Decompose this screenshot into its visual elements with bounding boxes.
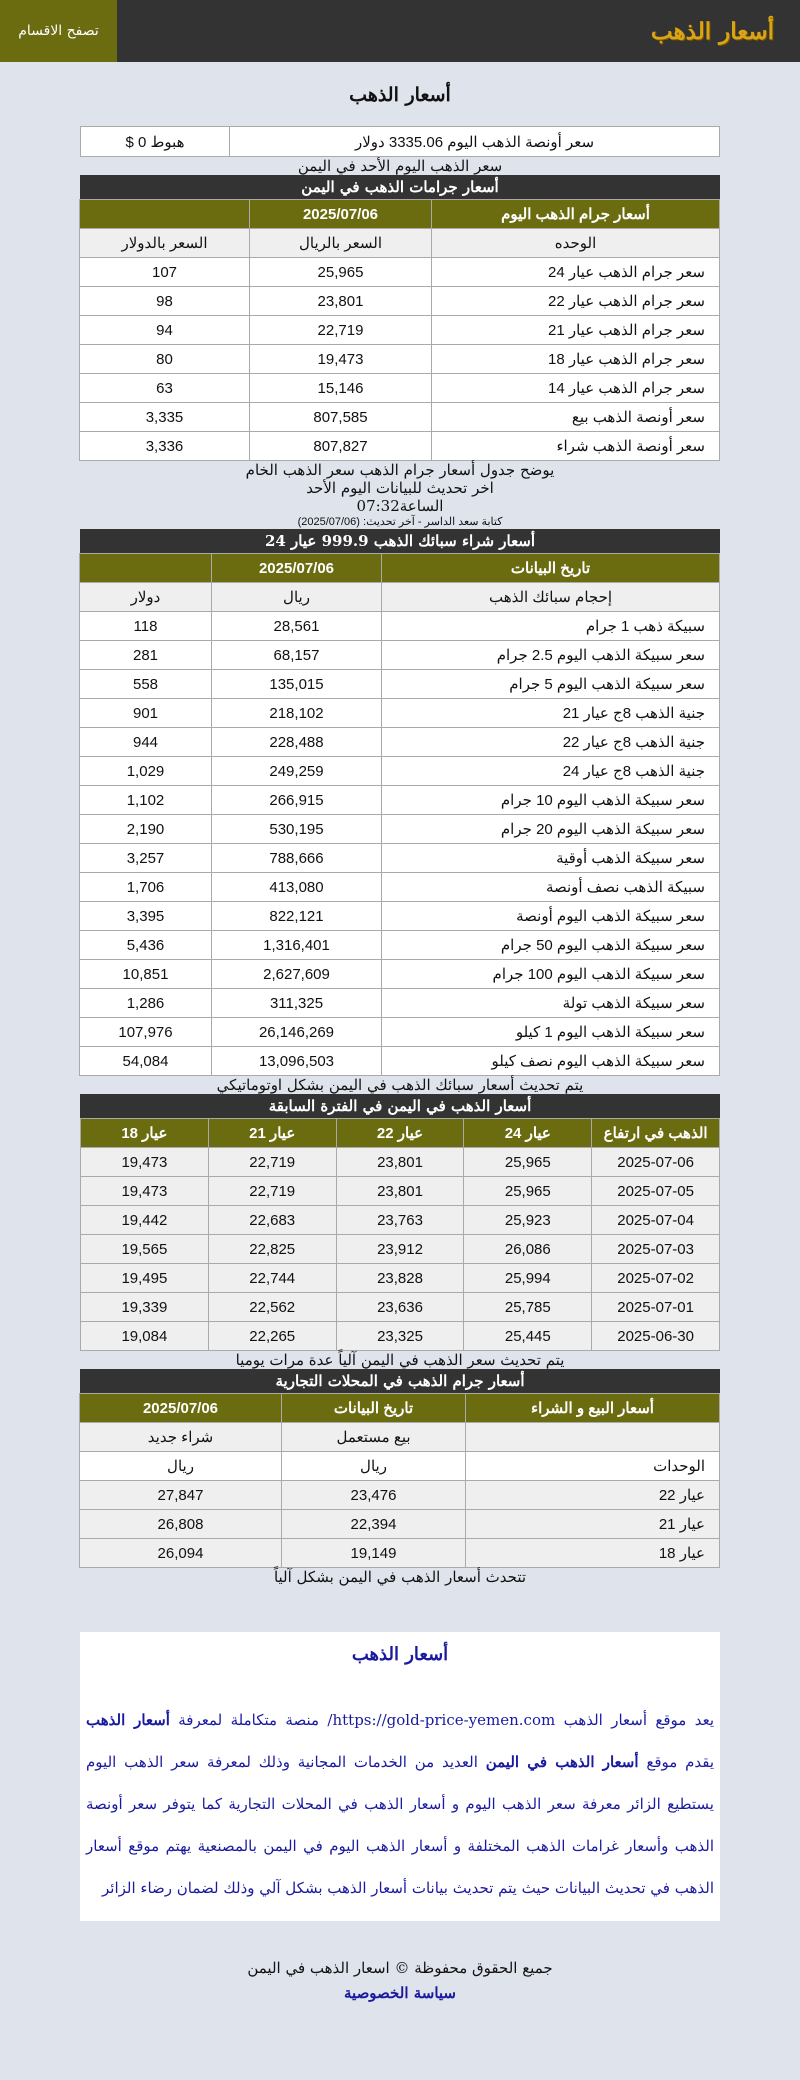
- history-row-cell: 22,562: [208, 1293, 336, 1322]
- grams-sub-rial: السعر بالريال: [250, 229, 432, 258]
- grams-head-label: أسعار جرام الذهب اليوم: [432, 200, 720, 229]
- privacy-policy-link[interactable]: سياسة الخصوصية: [344, 1984, 456, 2002]
- bars-row-cell: سعر سبيكة الذهب اليوم 20 جرام: [382, 815, 720, 844]
- site-header: [0, 0, 800, 62]
- bars-row-cell: 5,436: [80, 931, 212, 960]
- bars-row-cell: 944: [80, 728, 212, 757]
- history-row-cell: 23,828: [336, 1264, 464, 1293]
- bars-row-cell: 118: [80, 612, 212, 641]
- article-p2-c: العديد من الخدمات المجانية وذلك لمعرفة سعر الذهب اليوم يستطيع الزائر معرفة سعر الذهب اليوم و أسعار الذهب في المحلات التجارية كما يتوفر سعر أونصة الذهب وأسعار غرامات الذهب المختلفة و أسعار الذهب اليوم في اليمن بالمصنعية يهتم موقع أسعار الذهب في تحديث البيانات حيث يتم تحديث بيانات أسعار الذهب بشكل آلي وذلك لضمان رضاء الزائر: [86, 1753, 714, 1897]
- bars-row-cell: 54,084: [80, 1047, 212, 1076]
- bars-head-label: تاريخ البيانات: [382, 554, 720, 583]
- history-row-cell: 23,801: [336, 1177, 464, 1206]
- copyright-text: جميع الحقوق محفوظة © اسعار الذهب في اليمن: [247, 1959, 553, 1977]
- shops-head-data: تاريخ البيانات: [282, 1394, 466, 1423]
- page-title: أسعار الذهب: [349, 84, 451, 106]
- bars-row-cell: 28,561: [212, 612, 382, 641]
- bars-sub-item: إحجام سبائك الذهب: [382, 583, 720, 612]
- shops-row-cell: 23,476: [282, 1481, 466, 1510]
- grams-note-1: يوضح جدول أسعار جرام الذهب سعر الذهب الخام: [245, 461, 555, 479]
- bars-row-cell: 68,157: [212, 641, 382, 670]
- grams-row: [80, 258, 720, 287]
- grams-row: [80, 316, 720, 345]
- grams-note-3: الساعة07:32: [356, 497, 444, 515]
- article-p2-a: يقدم موقع: [638, 1753, 714, 1771]
- bars-row-cell: سعر سبيكة الذهب اليوم 1 كيلو: [382, 1018, 720, 1047]
- bars-sub-rial: ريال: [212, 583, 382, 612]
- bars-row-cell: جنية الذهب 8ج عيار 22: [382, 728, 720, 757]
- bars-row: [80, 1047, 720, 1076]
- bars-row-cell: 10,851: [80, 960, 212, 989]
- history-row-cell: 2025-07-01: [592, 1293, 720, 1322]
- history-row-cell: 19,084: [81, 1322, 209, 1351]
- bars-row-cell: 135,015: [212, 670, 382, 699]
- history-row-cell: 25,785: [464, 1293, 592, 1322]
- logo-text: أسعار الذهب: [650, 17, 774, 45]
- grams-row: [80, 403, 720, 432]
- bars-row-cell: سعر سبيكة الذهب اليوم أونصة: [382, 902, 720, 931]
- bars-row-cell: 1,102: [80, 786, 212, 815]
- grams-row-cell: سعر جرام الذهب عيار 21: [432, 316, 720, 345]
- bars-row-cell: سعر سبيكة الذهب تولة: [382, 989, 720, 1018]
- history-row: [81, 1235, 720, 1264]
- history-row-cell: 25,994: [464, 1264, 592, 1293]
- article-p1-a: يعد موقع أسعار الذهب https://gold-price-yemen.com/ منصة متكاملة لمعرفة: [169, 1711, 714, 1729]
- grams-row: [80, 432, 720, 461]
- history-row-cell: 23,325: [336, 1322, 464, 1351]
- history-row: [81, 1293, 720, 1322]
- grams-row-cell: 80: [80, 345, 250, 374]
- shops-row: [80, 1481, 720, 1510]
- history-row-cell: 2025-07-02: [592, 1264, 720, 1293]
- bars-row-cell: 1,316,401: [212, 931, 382, 960]
- ounce-change-text: هبوط 0 $: [81, 127, 230, 157]
- grams-row-cell: سعر جرام الذهب عيار 18: [432, 345, 720, 374]
- today-heading: سعر الذهب اليوم الأحد في اليمن: [297, 157, 503, 175]
- bars-row: [80, 670, 720, 699]
- history-row-cell: 25,965: [464, 1177, 592, 1206]
- grams-row-cell: سعر جرام الذهب عيار 14: [432, 374, 720, 403]
- shops-row-cell: 22,394: [282, 1510, 466, 1539]
- history-row-cell: 22,265: [208, 1322, 336, 1351]
- grams-row-cell: 25,965: [250, 258, 432, 287]
- grams-sub-unit: الوحده: [432, 229, 720, 258]
- bars-row-cell: 218,102: [212, 699, 382, 728]
- history-row-cell: 26,086: [464, 1235, 592, 1264]
- history-header-cell: عيار 21: [208, 1119, 336, 1148]
- history-row: [81, 1322, 720, 1351]
- about-article: [80, 1632, 720, 1921]
- bars-row: [80, 641, 720, 670]
- history-row-cell: 2025-07-04: [592, 1206, 720, 1235]
- grams-head-empty: [80, 200, 250, 229]
- bars-note: يتم تحديث أسعار سبائك الذهب في اليمن بشكل اوتوماتيكي: [216, 1076, 584, 1094]
- bars-row-cell: 107,976: [80, 1018, 212, 1047]
- bars-row-cell: سعر سبيكة الذهب اليوم نصف كيلو: [382, 1047, 720, 1076]
- grams-row: [80, 345, 720, 374]
- history-row-cell: 19,473: [81, 1148, 209, 1177]
- history-header-cell: عيار 22: [336, 1119, 464, 1148]
- shops-row: [80, 1510, 720, 1539]
- site-footer: [0, 1953, 800, 2003]
- bars-row-cell: سعر سبيكة الذهب اليوم 10 جرام: [382, 786, 720, 815]
- bars-row: [80, 612, 720, 641]
- shops-row-cell: عيار 18: [466, 1539, 720, 1568]
- grams-row-cell: 15,146: [250, 374, 432, 403]
- bars-row-cell: سعر سبيكة الذهب أوقية: [382, 844, 720, 873]
- bars-head-empty: [80, 554, 212, 583]
- history-note: يتم تحديث سعر الذهب في اليمن آلياً عدة مرات يوميا: [235, 1351, 565, 1369]
- shops-rial-1: ريال: [282, 1452, 466, 1481]
- bars-row: [80, 844, 720, 873]
- bars-row-cell: 266,915: [212, 786, 382, 815]
- history-row-cell: 23,636: [336, 1293, 464, 1322]
- bars-row: [80, 960, 720, 989]
- bars-table: [79, 553, 720, 1076]
- shops-row-cell: عيار 22: [466, 1481, 720, 1510]
- bars-row-cell: سبيكة الذهب نصف أونصة: [382, 873, 720, 902]
- history-row-cell: 19,473: [81, 1177, 209, 1206]
- bars-row-cell: سعر سبيكة الذهب اليوم 50 جرام: [382, 931, 720, 960]
- history-row-cell: 22,744: [208, 1264, 336, 1293]
- shops-note: تتحدث أسعار الذهب في اليمن بشكل آلياً: [273, 1568, 527, 1586]
- shops-row-cell: 19,149: [282, 1539, 466, 1568]
- grams-row: [80, 374, 720, 403]
- history-row-cell: 2025-07-03: [592, 1235, 720, 1264]
- shops-row-cell: 26,094: [80, 1539, 282, 1568]
- grams-head-date: 2025/07/06: [250, 200, 432, 229]
- grams-row-cell: 807,585: [250, 403, 432, 432]
- history-row-cell: 19,565: [81, 1235, 209, 1264]
- bars-row: [80, 1018, 720, 1047]
- history-header-cell: عيار 18: [81, 1119, 209, 1148]
- bars-row-cell: 311,325: [212, 989, 382, 1018]
- history-row-cell: 2025-07-06: [592, 1148, 720, 1177]
- bars-row: [80, 873, 720, 902]
- grams-row-cell: 23,801: [250, 287, 432, 316]
- bars-row-cell: 2,190: [80, 815, 212, 844]
- bars-sub-usd: دولار: [80, 583, 212, 612]
- history-table: [80, 1118, 720, 1351]
- shops-table: [79, 1393, 720, 1568]
- history-row-cell: 23,912: [336, 1235, 464, 1264]
- article-p1-link[interactable]: أسعار الذهب: [86, 1711, 170, 1729]
- shops-sub-buy: شراء جديد: [80, 1423, 282, 1452]
- bars-row-cell: 1,286: [80, 989, 212, 1018]
- history-row-cell: 22,719: [208, 1177, 336, 1206]
- bars-row-cell: 413,080: [212, 873, 382, 902]
- article-p2-link[interactable]: أسعار الذهب في اليمن: [485, 1753, 639, 1771]
- shops-table-caption: أسعار جرام الذهب في المحلات التجارية: [80, 1369, 720, 1393]
- grams-table-caption: أسعار جرامات الذهب في اليمن: [80, 175, 720, 199]
- grams-row-cell: 3,335: [80, 403, 250, 432]
- history-row-cell: 2025-06-30: [592, 1322, 720, 1351]
- bars-row: [80, 989, 720, 1018]
- bars-row-cell: 3,395: [80, 902, 212, 931]
- bars-row-cell: 228,488: [212, 728, 382, 757]
- bars-row-cell: 530,195: [212, 815, 382, 844]
- bars-row: [80, 815, 720, 844]
- bars-row-cell: 26,146,269: [212, 1018, 382, 1047]
- history-header-cell: الذهب في ارتفاع: [592, 1119, 720, 1148]
- bars-row-cell: سعر سبيكة الذهب اليوم 5 جرام: [382, 670, 720, 699]
- history-row-cell: 22,825: [208, 1235, 336, 1264]
- grams-row-cell: 107: [80, 258, 250, 287]
- bars-row: [80, 931, 720, 960]
- bars-row-cell: 1,029: [80, 757, 212, 786]
- grams-row: [80, 287, 720, 316]
- shops-sub-sell: بيع مستعمل: [282, 1423, 466, 1452]
- grams-sub-usd: السعر بالدولار: [80, 229, 250, 258]
- grams-row-cell: سعر جرام الذهب عيار 22: [432, 287, 720, 316]
- shops-row-cell: 27,847: [80, 1481, 282, 1510]
- history-row: [81, 1148, 720, 1177]
- history-row-cell: 19,442: [81, 1206, 209, 1235]
- grams-row-cell: 19,473: [250, 345, 432, 374]
- bars-row: [80, 757, 720, 786]
- bars-row: [80, 902, 720, 931]
- history-row-cell: 2025-07-05: [592, 1177, 720, 1206]
- history-row-cell: 23,801: [336, 1148, 464, 1177]
- history-table-caption: أسعار الذهب في اليمن في الفترة السابقة: [80, 1094, 720, 1118]
- shops-sub-empty: [466, 1423, 720, 1452]
- bars-row-cell: 3,257: [80, 844, 212, 873]
- bars-head-date: 2025/07/06: [212, 554, 382, 583]
- bars-row-cell: 901: [80, 699, 212, 728]
- bars-row: [80, 728, 720, 757]
- history-row-cell: 25,445: [464, 1322, 592, 1351]
- shops-rial-2: ريال: [80, 1452, 282, 1481]
- grams-row-cell: 94: [80, 316, 250, 345]
- shops-row: [80, 1539, 720, 1568]
- bars-row: [80, 786, 720, 815]
- site-logo[interactable]: [651, 16, 774, 46]
- shops-head-label: أسعار البيع و الشراء: [466, 1394, 720, 1423]
- history-row-cell: 19,495: [81, 1264, 209, 1293]
- bars-row-cell: 13,096,503: [212, 1047, 382, 1076]
- history-row: [81, 1177, 720, 1206]
- history-row-cell: 23,763: [336, 1206, 464, 1235]
- bars-row-cell: سعر سبيكة الذهب اليوم 2.5 جرام: [382, 641, 720, 670]
- bars-row: [80, 699, 720, 728]
- bars-row-cell: جنية الذهب 8ج عيار 21: [382, 699, 720, 728]
- bars-row-cell: سبيكة ذهب 1 جرام: [382, 612, 720, 641]
- shops-row-cell: عيار 21: [466, 1510, 720, 1539]
- history-header-cell: عيار 24: [464, 1119, 592, 1148]
- shops-units-label: الوحدات: [466, 1452, 720, 1481]
- history-row-cell: 19,339: [81, 1293, 209, 1322]
- bars-row-cell: 558: [80, 670, 212, 699]
- grams-row-cell: سعر أونصة الذهب بيع: [432, 403, 720, 432]
- bars-row-cell: 788,666: [212, 844, 382, 873]
- history-row: [81, 1206, 720, 1235]
- main-content: [80, 84, 720, 1586]
- grams-note-2: اخر تحديث للبيانات اليوم الأحد: [306, 479, 494, 497]
- browse-sections-button[interactable]: تصفح الاقسام: [0, 0, 117, 62]
- bars-row-cell: 281: [80, 641, 212, 670]
- bars-row-cell: جنية الذهب 8ج عيار 24: [382, 757, 720, 786]
- history-row-cell: 22,719: [208, 1148, 336, 1177]
- grams-row-cell: سعر أونصة الذهب شراء: [432, 432, 720, 461]
- grams-row-cell: 807,827: [250, 432, 432, 461]
- grams-row-cell: 3,336: [80, 432, 250, 461]
- bars-row-cell: 2,627,609: [212, 960, 382, 989]
- ounce-price-table: [80, 126, 720, 157]
- bars-row-cell: 822,121: [212, 902, 382, 931]
- bars-row-cell: 249,259: [212, 757, 382, 786]
- history-row-cell: 25,965: [464, 1148, 592, 1177]
- grams-row-cell: 98: [80, 287, 250, 316]
- bars-table-caption: أسعار شراء سبائك الذهب 999.9 عيار 24: [80, 529, 720, 553]
- ounce-price-text: سعر أونصة الذهب اليوم 3335.06 دولار: [230, 127, 720, 157]
- bars-row-cell: سعر سبيكة الذهب اليوم 100 جرام: [382, 960, 720, 989]
- grams-table: [79, 199, 720, 461]
- shops-head-date: 2025/07/06: [80, 1394, 282, 1423]
- history-row-cell: 25,923: [464, 1206, 592, 1235]
- grams-row-cell: 63: [80, 374, 250, 403]
- bars-row-cell: 1,706: [80, 873, 212, 902]
- article-title: أسعار الذهب: [351, 1644, 449, 1665]
- article-text: [86, 1699, 714, 1909]
- grams-row-cell: سعر جرام الذهب عيار 24: [432, 258, 720, 287]
- grams-credit: كتابة سعد الداسر - آخر تحديث: (2025/07/06): [297, 516, 503, 528]
- shops-row-cell: 26,808: [80, 1510, 282, 1539]
- grams-row-cell: 22,719: [250, 316, 432, 345]
- history-row: [81, 1264, 720, 1293]
- history-row-cell: 22,683: [208, 1206, 336, 1235]
